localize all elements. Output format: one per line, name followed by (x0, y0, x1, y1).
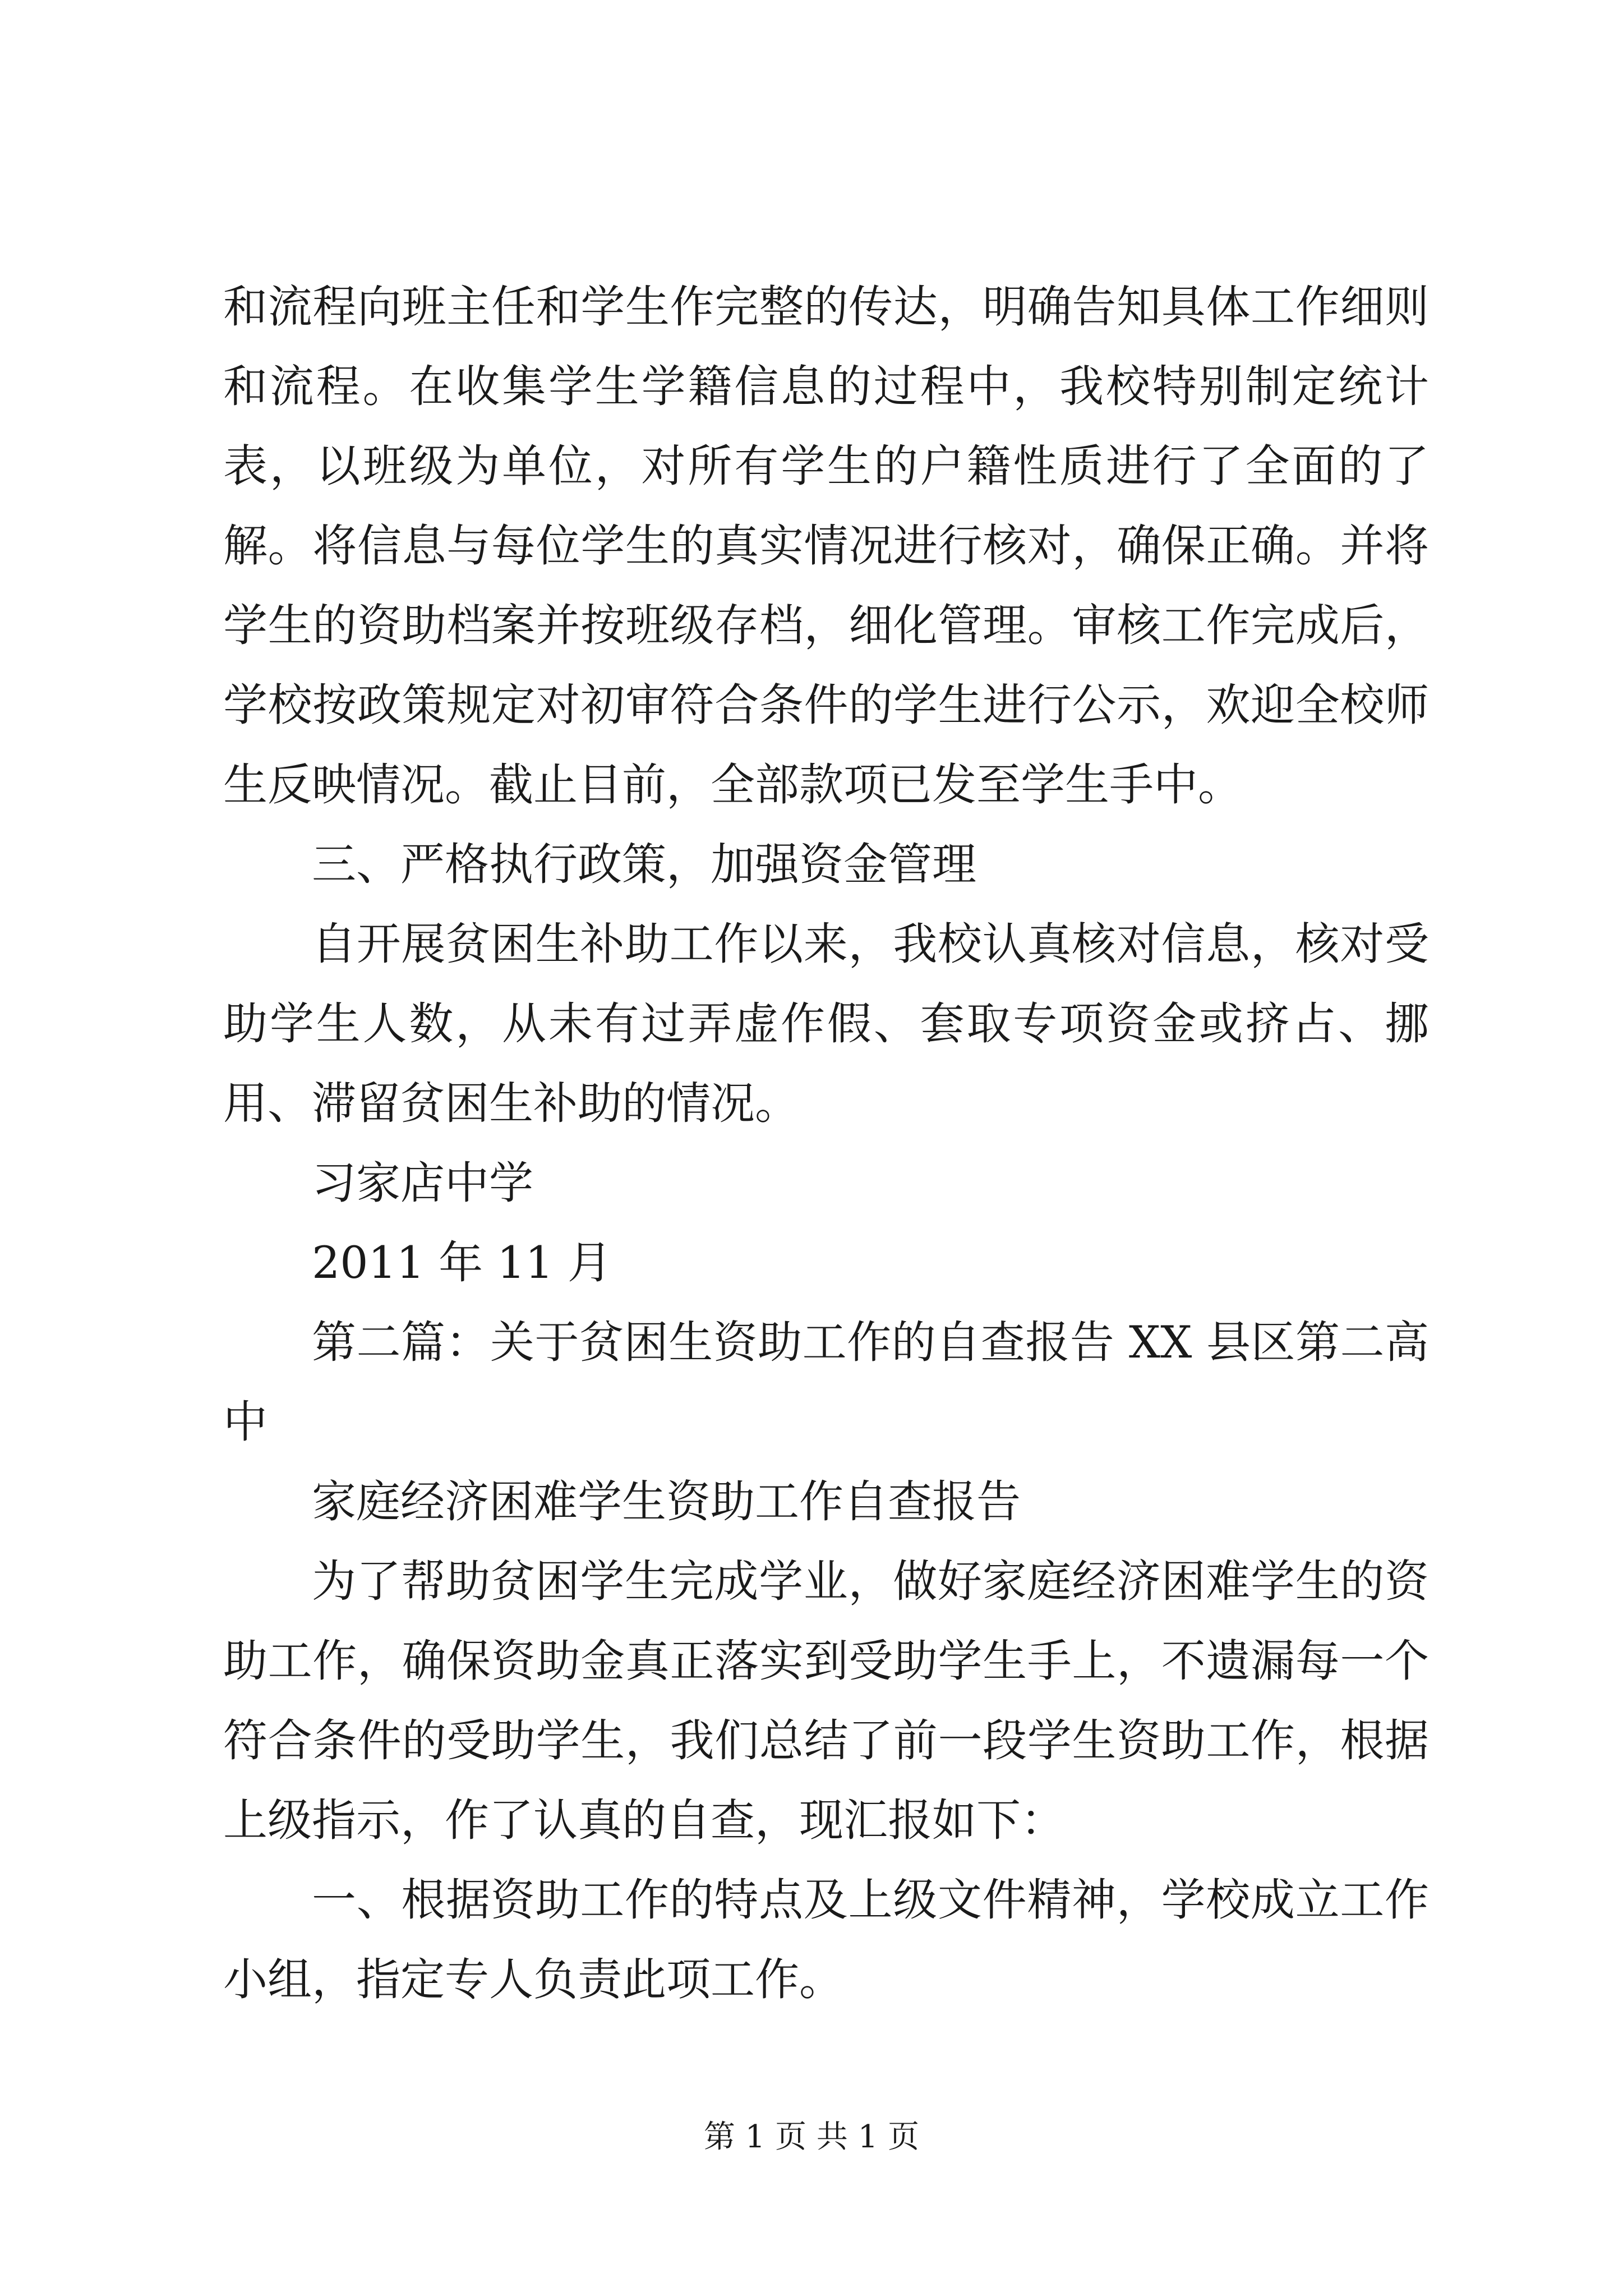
paragraph-continuation: 和流程向班主任和学生作完整的传达，明确告知具体工作细则和流程。在收集学生学籍信息的过程中，我校特别制定统计表，以班级为单位，对所有学生的户籍性质进行了全面的了解。将信息与每位学生的真实情况进行核对，确保正确。并将学生的资助档案并按班级存档，细化管理。审核工作完成后，学校按政策规定对初审符合条件的学生进行公示，欢迎全校师生反映情况。截止目前，全部款项已发至学生手中。 (223, 281, 1429, 811)
section-heading-3: 三、严格执行政策，加强资金管理 (312, 839, 976, 890)
part-two-title: 第二篇：关于贫困生资助工作的自查报告 XX 县区第二高中 (223, 1317, 1429, 1448)
paragraph-intro: 为了帮助贫困学生完成学业，做好家庭经济困难学生的资助工作，确保资助金真正落实到受助学生手上，不遗漏每一个符合条件的受助学生，我们总结了前一段学生资助工作，根据上级指示，作了认真的自查，现汇报如下： (223, 1556, 1429, 1846)
document-body (223, 267, 1429, 2019)
section-heading-1: 一、根据资助工作的特点及上级文件精神，学校成立工作小组，指定专人负责此项工作。 (223, 1874, 1429, 2005)
page-footer: 第 1 页 共 1 页 (703, 2119, 920, 2155)
paragraph-fund-management: 自开展贫困生补助工作以来，我校认真核对信息，核对受助学生人数，从未有过弄虚作假、套取专项资金或挤占、挪用、滞留贫困生补助的情况。 (223, 918, 1429, 1129)
signature-date: 2011 年 11 月 (312, 1237, 612, 1289)
signature-school-name: 习家店中学 (312, 1157, 533, 1209)
report-title: 家庭经济困难学生资助工作自查报告 (312, 1476, 1021, 1527)
